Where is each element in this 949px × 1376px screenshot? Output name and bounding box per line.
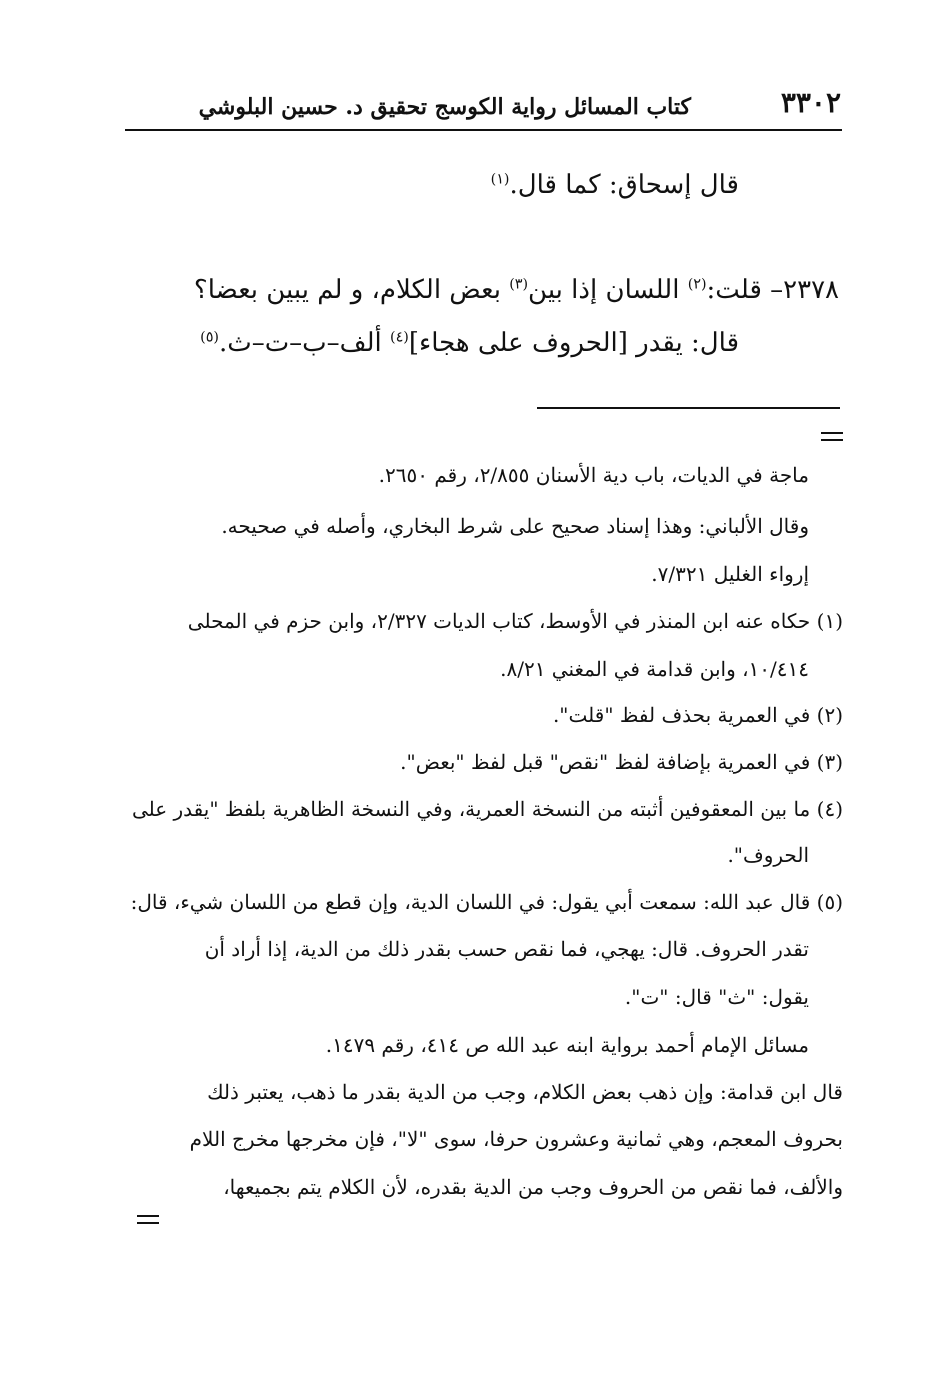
body-text: بعض الكلام، و لم يبين بعضا؟	[193, 275, 510, 305]
footnote-separator	[537, 407, 840, 409]
footnote-ref: (٢)	[687, 276, 707, 293]
page-number: ٣٣٠٢	[780, 86, 841, 119]
body-text: قال: يقدر [الحروف على هجاء]	[408, 328, 739, 358]
footnote-ref: (٤)	[390, 329, 409, 346]
footnote-line: مسائل الإمام أحمد برواية ابنه عبد الله ص ٤١٤، رقم ١٤٧٩.	[325, 1033, 809, 1057]
footnote-ref: (١)	[490, 171, 510, 188]
footnote-line: (٢) في العمرية بحذف لفظ "قلت".	[552, 703, 843, 727]
running-header-title: كتاب المسائل رواية الكوسج تحقيق د. حسين البلوشي	[198, 94, 691, 120]
footnote-ref: (٣)	[509, 276, 529, 293]
footnote-line: بحروف المعجم، وهي ثمانية وعشرون حرفا، سوى "لا"، فإن مخرجها مخرج اللام	[189, 1127, 843, 1151]
footnote-line: (٥) قال عبد الله: سمعت أبي يقول: في اللسان الدية، وإن قطع من اللسان شيء، قال:	[130, 890, 843, 914]
body-text: قلت:	[706, 275, 771, 305]
footnote-line: يقول: "ث" قال: "ت".	[624, 985, 809, 1009]
continuation-mark	[821, 432, 843, 446]
footnote-line: ١٠/٤١٤، وابن قدامة في المغني ٨/٢١.	[500, 657, 809, 681]
footnote-line: وقال الألباني: وهذا إسناد صحيح على شرط البخاري، وأصله في صحيحه.	[221, 514, 809, 538]
entry-number: ٢٣٧٨–	[770, 275, 839, 305]
footnote-line: قال ابن قدامة: وإن ذهب بعض الكلام، وجب من الدية بقدر ما ذهب، يعتبر ذلك	[207, 1080, 843, 1104]
continuation-mark	[137, 1215, 159, 1229]
header-rule	[125, 129, 842, 131]
footnote-line: تقدر الحروف. قال: يهجي، فما نقص حسب بقدر ذلك من الدية، إذا أراد أن	[204, 937, 809, 961]
body-text: قال إسحاق: كما قال.	[509, 170, 739, 200]
footnote-line: إرواء الغليل ٧/٣٢١.	[651, 562, 809, 586]
body-text: اللسان إذا بين	[528, 275, 688, 305]
body-line-ishaq	[491, 170, 739, 200]
body-line-question	[194, 275, 839, 305]
footnote-line: والألف، فما نقص من الحروف وجب من الدية بقدره، لأن الكلام يتم بجميعها،	[223, 1175, 843, 1199]
footnote-line: (٤) ما بين المعقوفين أثبته من النسخة العمرية، وفي النسخة الظاهرية بلفظ "يقدر على	[131, 797, 843, 821]
body-text: ألف–ب–ت–ث.	[218, 328, 390, 358]
body-line-answer	[200, 328, 739, 358]
footnote-line: (٣) في العمرية بإضافة لفظ "نقص" قبل لفظ "بعض".	[400, 750, 843, 774]
footnote-ref: (٥)	[200, 329, 219, 346]
footnote-line: الحروف".	[727, 843, 809, 867]
footnote-line: ماجة في الديات، باب دية الأسنان ٢/٨٥٥، رقم ٢٦٥٠.	[378, 463, 809, 487]
footnote-line: (١) حكاه عنه ابن المنذر في الأوسط، كتاب الديات ٢/٣٢٧، وابن حزم في المحلى	[187, 609, 843, 633]
